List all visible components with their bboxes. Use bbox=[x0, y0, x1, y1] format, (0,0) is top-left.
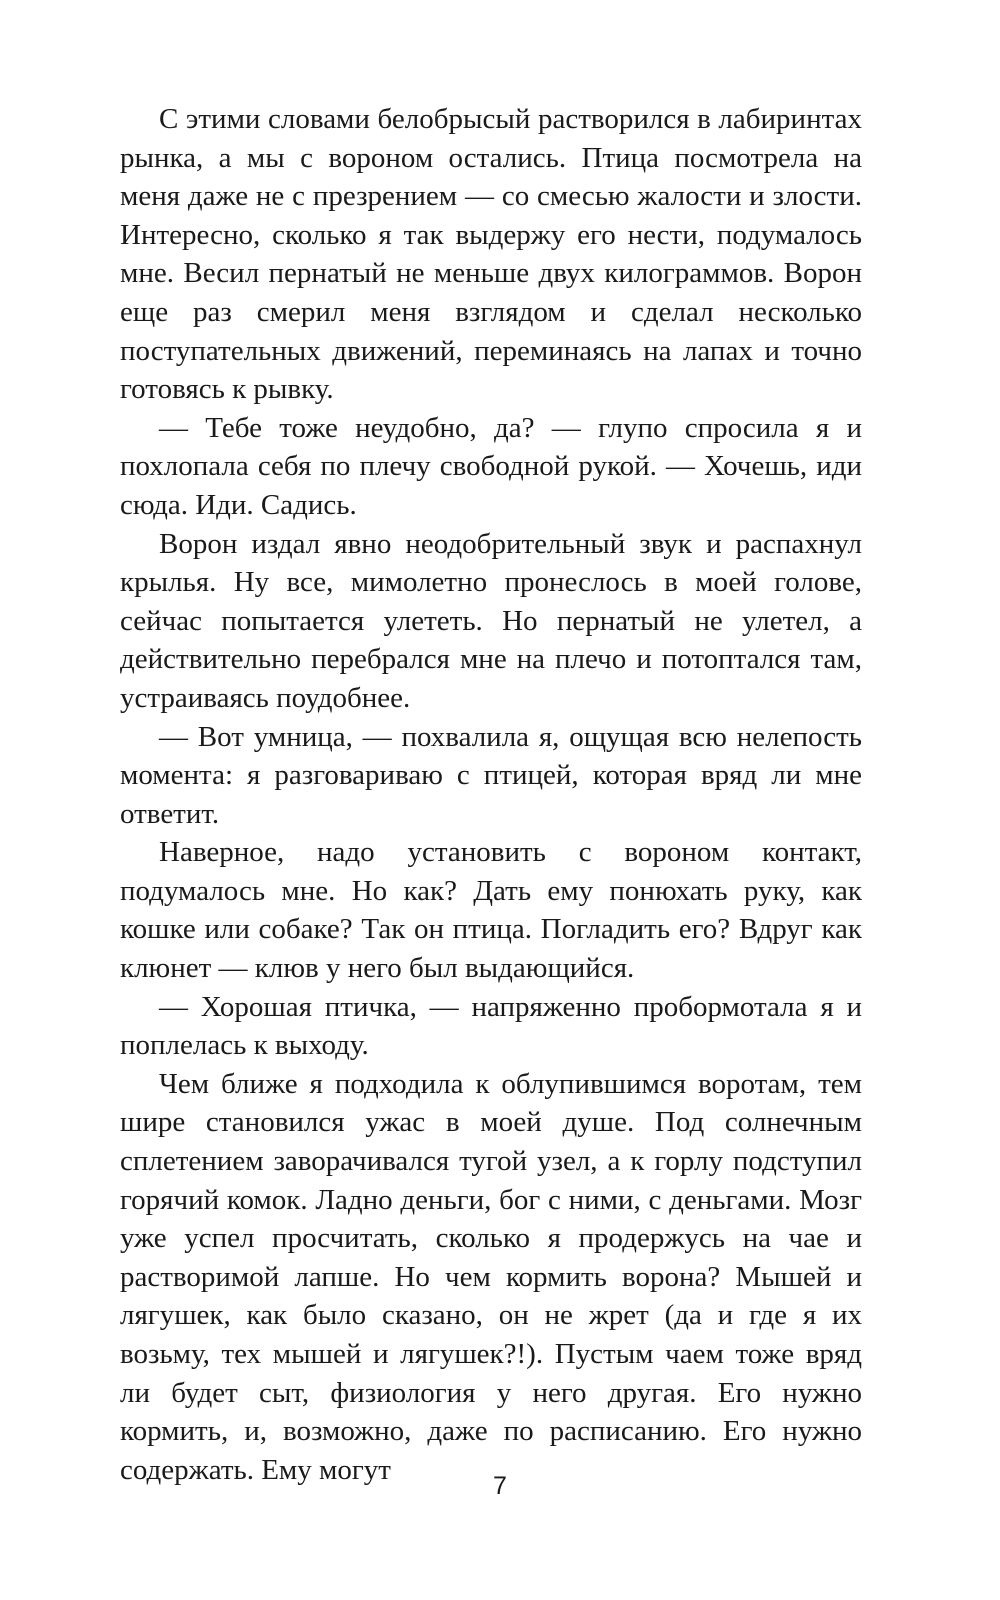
paragraph-1: С этими словами белобрысый растворился в лабиринтах рынка, а мы с вороном остались. Птица посмотрела на меня даже не с презрением — со смесью жалости и злости. Интересно, сколько я так выдержу его нести, подумалось мне. Весил пернатый не меньше двух килограммов. Ворон еще раз смерил меня взглядом и сделал несколько поступательных движений, переминаясь на лапах и точно готовясь к рывку. bbox=[120, 103, 862, 406]
paragraph-5: Наверное, надо установить с вороном контакт, подумалось мне. Но как? Дать ему понюхать руку, как кошке или собаке? Так он птица. Погладить его? Вдруг как клюнет — клюв у него был выдающийся. bbox=[120, 836, 862, 985]
paragraph-3: Ворон издал явно неодобрительный звук и распахнул крылья. Ну все, мимолетно пронеслось в моей голове, сейчас попытается улететь. Но пернатый не улетел, а действительно перебрался мне на плечо и потоптался там, устраиваясь поудобнее. bbox=[120, 527, 862, 714]
paragraph-4: — Вот умница, — похвалила я, ощущая всю нелепость момента: я разговариваю с птицей, которая вряд ли мне ответит. bbox=[120, 720, 862, 830]
paragraph-6: — Хорошая птичка, — напряженно пробормотала я и поплелась к выходу. bbox=[120, 990, 862, 1062]
paragraph-2: — Тебе тоже неудобно, да? — глупо спросила я и похлопала себя по плечу свободной рукой. — Хочешь, иди сюда. Иди. Садись. bbox=[120, 411, 862, 521]
page-number: 7 bbox=[493, 1472, 507, 1500]
paragraph-7: Чем ближе я подходила к облупившимся воротам, тем шире становился ужас в моей душе. Под солнечным сплетением заворачивался тугой узел, а к горлу подступил горячий комок. Ладно деньги, бог с ними, с деньгами. Мозг уже успел просчитать, сколько я продержусь на чае и растворимой лапше. Но чем кормить ворона? Мышей и лягушек, как было сказано, он не жрет (да и где я их возьму, тех мышей и лягушек?!). Пустым чаем тоже вряд ли будет сыт, физиология у него другая. Его нужно кормить, и, возможно, даже по расписанию. Его нужно содержать. Ему могут bbox=[120, 1067, 862, 1486]
body-text bbox=[120, 100, 862, 1489]
